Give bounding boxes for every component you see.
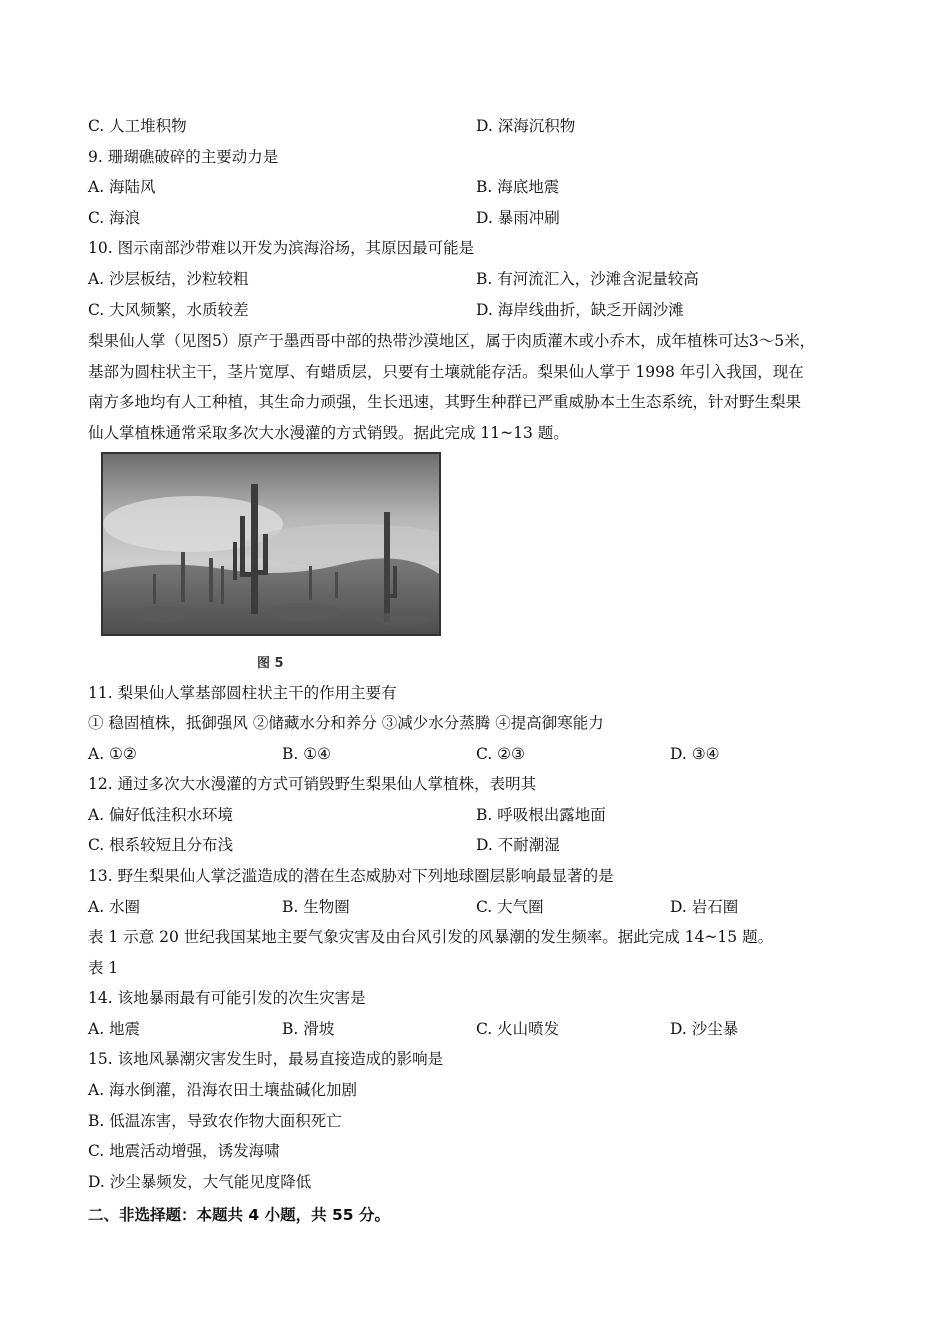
q12-option-d: D. 不耐潮湿 (476, 836, 560, 854)
q14-option-b: B. 滑坡 (282, 1020, 335, 1038)
q11-stem: 11. 梨果仙人掌基部圆柱状主干的作用主要有 (88, 684, 397, 702)
q15-stem: 15. 该地风暴潮灾害发生时，最易直接造成的影响是 (88, 1050, 444, 1068)
q15-option-d: D. 沙尘暴频发，大气能见度降低 (88, 1173, 312, 1191)
q14-option-a: A. 地震 (88, 1020, 141, 1038)
q8-option-c: C. 人工堆积物 (88, 117, 187, 135)
q12-option-b: B. 呼吸根出露地面 (476, 806, 606, 824)
q9-option-c: C. 海浪 (88, 209, 141, 227)
q14-stem: 14. 该地暴雨最有可能引发的次生灾害是 (88, 989, 366, 1007)
figure-5-cactus-photo (101, 452, 441, 636)
q12-option-c: C. 根系较短且分布浅 (88, 836, 234, 854)
q15-option-c: C. 地震活动增强，诱发海啸 (88, 1142, 280, 1160)
q11-choices: ① 稳固植株，抵御强风 ②储藏水分和养分 ③减少水分蒸腾 ④提高御寒能力 (88, 714, 604, 732)
passage-cactus-line-1: 梨果仙人掌（见图5）原产于墨西哥中部的热带沙漠地区，属于肉质灌木或小乔木，成年植株可达3～5米， (88, 332, 816, 350)
q13-option-c: C. 大气圈 (476, 898, 544, 916)
q13-option-a: A. 水圈 (88, 898, 141, 916)
q8-option-d: D. 深海沉积物 (476, 117, 576, 135)
q10-option-a: A. 沙层板结，沙粒较粗 (88, 270, 249, 288)
q11-option-a: A. ①② (88, 745, 137, 763)
passage-cactus-line-4: 仙人掌植株通常采取多次大水漫灌的方式销毁。据此完成 11~13 题。 (88, 424, 569, 442)
q9-option-a: A. 海陆风 (88, 178, 156, 196)
q10-option-b: B. 有河流汇入，沙滩含泥量较高 (476, 270, 699, 288)
q9-stem: 9. 珊瑚礁破碎的主要动力是 (88, 148, 279, 166)
section-2-heading: 二、非选择题：本题共 4 小题，共 55 分。 (88, 1206, 390, 1224)
q11-option-b: B. ①④ (282, 745, 332, 763)
q13-stem: 13. 野生梨果仙人掌泛滥造成的潜在生态威胁对下列地球圈层影响最显著的是 (88, 867, 614, 885)
q11-option-c: C. ②③ (476, 745, 525, 763)
q9-option-d: D. 暴雨冲刷 (476, 209, 560, 227)
q14-option-d: D. 沙尘暴 (670, 1020, 739, 1038)
passage-cactus-line-2: 基部为圆柱状主干，茎片宽厚、有蜡质层，只要有土壤就能存活。梨果仙人掌于 1998 年引入我国，现在 (88, 363, 804, 381)
q12-option-a: A. 偏好低洼积水环境 (88, 806, 234, 824)
passage-table-intro: 表 1 示意 20 世纪我国某地主要气象灾害及由台风引发的风暴潮的发生频率。据此完成 14~15 题。 (88, 928, 774, 946)
cactus-desert-illustration (103, 454, 439, 634)
q15-option-a: A. 海水倒灌，沿海农田土壤盐碱化加剧 (88, 1081, 358, 1099)
passage-cactus-line-3: 南方多地均有人工种植，其生命力顽强，生长迅速，其野生种群已严重威胁本土生态系统，针对野生梨果 (88, 393, 802, 411)
q13-option-b: B. 生物圈 (282, 898, 350, 916)
q12-stem: 12. 通过多次大水漫灌的方式可销毁野生梨果仙人掌植株，表明其 (88, 775, 537, 793)
q10-option-c: C. 大风频繁，水质较差 (88, 301, 249, 319)
q10-stem: 10. 图示南部沙带难以开发为滨海浴场，其原因最可能是 (88, 239, 475, 257)
q13-option-d: D. 岩石圈 (670, 898, 739, 916)
q9-option-b: B. 海底地震 (476, 178, 560, 196)
table-1-label: 表 1 (88, 959, 119, 977)
figure-5-caption: 图 5 (257, 656, 284, 671)
q14-option-c: C. 火山喷发 (476, 1020, 560, 1038)
q15-option-b: B. 低温冻害，导致农作物大面积死亡 (88, 1112, 342, 1130)
q10-option-d: D. 海岸线曲折，缺乏开阔沙滩 (476, 301, 684, 319)
q11-option-d: D. ③④ (670, 745, 720, 763)
